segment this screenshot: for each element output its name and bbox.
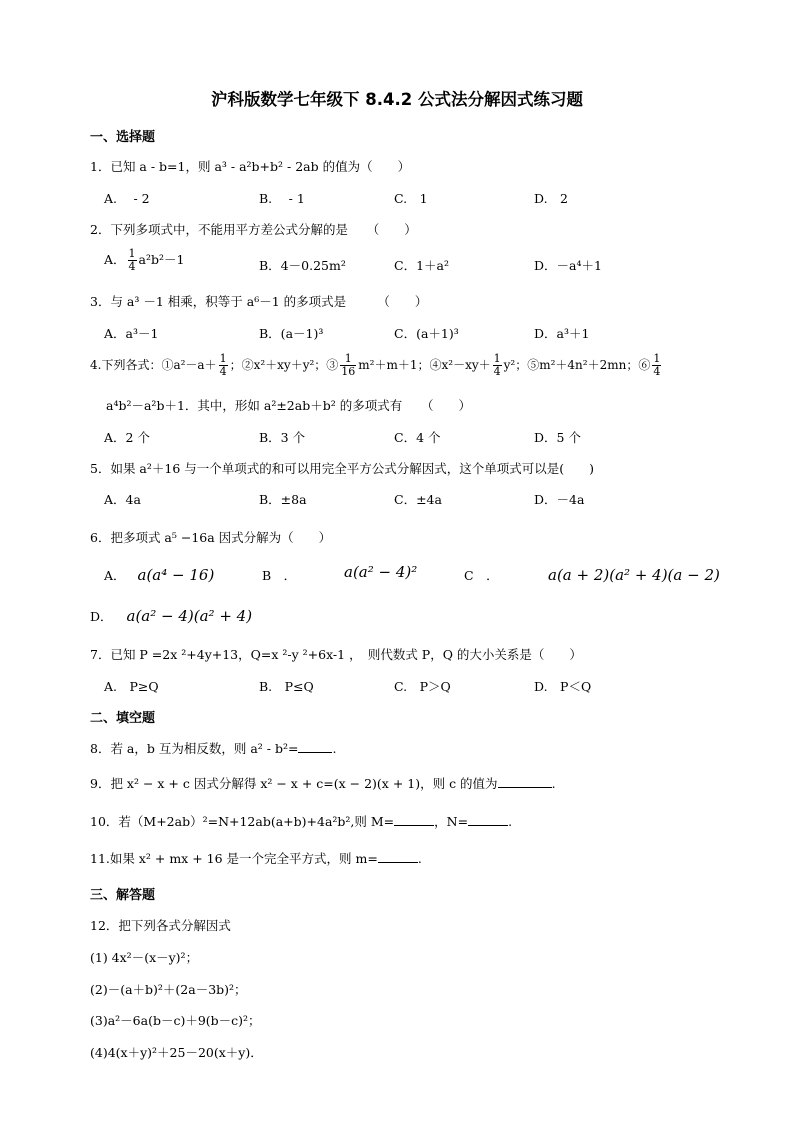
- question-12-item: (2)－(a＋b)²＋(2a－3b)²；: [90, 982, 247, 997]
- option-b: B．3 个: [259, 430, 306, 445]
- option-c: C. 1: [394, 191, 428, 206]
- option-c: C．4 个: [394, 430, 441, 445]
- q4-text-4: y²；⑤m²＋4n²＋2mn；⑥: [503, 358, 651, 372]
- question-10: [90, 812, 512, 830]
- fraction-denominator: 4: [128, 260, 136, 273]
- option-c: C. P＞Q: [394, 679, 451, 694]
- question-6-option-c-expr: [548, 566, 720, 584]
- option-a-label: A．: [104, 252, 126, 267]
- option-d: D．a³＋1: [534, 326, 590, 341]
- question-10-text: 10．若（M+2ab）²=N+12ab(a+b)+4a²b²,则 M=: [90, 814, 395, 829]
- question-6-option-d: [90, 607, 252, 625]
- option-d-label: D．: [90, 609, 113, 624]
- question-2-options: [104, 248, 704, 278]
- option-c: C．±4a: [394, 492, 442, 507]
- question-10-end: .: [508, 814, 513, 829]
- option-a: A．2 个: [104, 430, 150, 445]
- fraction-denominator: 4: [219, 365, 227, 378]
- question-2-stem: 2．下列多项式中，不能用平方差公式分解的是 （ ）: [90, 222, 417, 237]
- option-b: B．4－0.25m²: [259, 258, 346, 273]
- q4-text-1: 4.下列各式：①a²－a＋: [90, 358, 217, 372]
- page-title: 沪科版数学七年级下 8.4.2 公式法分解因式练习题: [211, 90, 583, 109]
- question-6-options-row-1: [104, 566, 214, 584]
- section-heading-choice: 一、选择题: [90, 130, 156, 145]
- question-4-stem-line-2: a⁴b²－a²b＋1．其中，形如 a²±2ab＋b² 的多项式有 （ ）: [106, 398, 471, 413]
- option-a-label: A．: [104, 568, 126, 583]
- fraction-numerator: 1: [493, 352, 501, 365]
- question-11-text: 11.如果 x² + mx + 16 是一个完全平方式，则 m=: [90, 851, 378, 866]
- fraction-numerator: 1: [219, 352, 227, 365]
- option-c-label: C ．: [464, 568, 499, 583]
- option-a: [104, 248, 184, 273]
- question-1-options: [104, 189, 704, 209]
- option-b: B. - 1: [259, 191, 305, 206]
- answer-blank[interactable]: [378, 850, 418, 863]
- question-8-end: .: [332, 741, 337, 756]
- fraction: [340, 353, 356, 378]
- question-1-stem: 1．已知 a - b=1，则 a³ - a²b+b² - 2ab 的值为（ ）: [90, 159, 411, 174]
- option-a: A. - 2: [104, 191, 150, 206]
- question-6-option-b-expr: [344, 563, 417, 581]
- option-a: A. P≥Q: [104, 679, 159, 694]
- question-9: [90, 774, 556, 792]
- option-b-expression: a(a² − 4)²: [344, 563, 418, 581]
- option-b: B．(a－1)³: [259, 326, 324, 341]
- section-heading-solve: 三、解答题: [90, 888, 156, 903]
- fraction-numerator: 1: [653, 352, 661, 365]
- question-8-text: 8．若 a，b 互为相反数，则 a² - b²=: [90, 741, 299, 756]
- answer-blank-n[interactable]: [468, 813, 508, 826]
- q4-text-3: m²＋m＋1；④x²－xy＋: [358, 358, 491, 372]
- answer-blank[interactable]: [498, 775, 552, 788]
- question-10-mid: ，N=: [434, 814, 469, 829]
- fraction-denominator: 16: [341, 365, 356, 378]
- option-a-expression: a(a⁴ − 16): [137, 566, 215, 584]
- fraction: [652, 353, 661, 378]
- question-7-stem: 7．已知 P =2x ²+4y+13，Q=x ²-y ²+6x-1 ， 则代数式 P，Q 的大小关系是（ ）: [90, 647, 582, 662]
- question-3-stem: 3．与 a³ －1 相乘，积等于 a⁶－1 的多项式是 （ ）: [90, 294, 428, 309]
- fraction-numerator: 1: [128, 247, 136, 260]
- question-8: [90, 739, 336, 757]
- question-5-options: [104, 490, 704, 510]
- option-b-label: B ．: [262, 568, 297, 583]
- question-12-item: (3)a²－6a(b－c)＋9(b－c)²；: [90, 1013, 261, 1028]
- option-c: C．(a＋1)³: [394, 326, 459, 341]
- question-12-item: (4)4(x＋y)²＋25－20(x＋y)．: [90, 1045, 263, 1060]
- question-11: [90, 849, 422, 867]
- question-4-options: [104, 428, 704, 448]
- question-12-item: (1) 4x²－(x－y)²；: [90, 950, 199, 965]
- question-6-option-b: [262, 566, 296, 584]
- question-7-options: [104, 677, 704, 697]
- option-c: C．1＋a²: [394, 258, 449, 273]
- option-b: B．±8a: [259, 492, 307, 507]
- option-d: D. P＜Q: [534, 679, 592, 694]
- section-heading-fill: 二、填空题: [90, 711, 156, 726]
- answer-blank[interactable]: [298, 740, 332, 753]
- option-d: D．－4a: [534, 492, 585, 507]
- option-d: D．5 个: [534, 430, 581, 445]
- question-4-stem-line-1: [90, 353, 663, 378]
- option-d-expression: a(a² − 4)(a² + 4): [126, 607, 253, 625]
- question-3-options: [104, 324, 704, 344]
- question-9-text: 9．把 x² − x + c 因式分解得 x² − x + c=(x − 2)(x + 1)，则 c 的值为: [90, 776, 498, 791]
- fraction: [219, 353, 228, 378]
- option-d: D．－a⁴＋1: [534, 258, 602, 273]
- question-12-stem: 12．把下列各式分解因式: [90, 918, 231, 933]
- option-d: D. 2: [534, 191, 569, 206]
- answer-blank-m[interactable]: [394, 813, 434, 826]
- question-6-stem: 6．把多项式 a⁵ −16a 因式分解为（ ）: [90, 530, 332, 545]
- fraction: [493, 353, 502, 378]
- question-9-end: .: [551, 776, 556, 791]
- fraction-denominator: 4: [493, 365, 501, 378]
- fraction-denominator: 4: [653, 365, 661, 378]
- question-6-option-c: [464, 566, 499, 584]
- q4-text-2: ；②x²＋xy＋y²；③: [229, 358, 339, 372]
- option-a: A．4a: [104, 492, 141, 507]
- option-b: B. P≤Q: [259, 679, 314, 694]
- option-a-expression: a²b²－1: [138, 252, 185, 267]
- fraction: [128, 248, 137, 273]
- option-a: A．a³－1: [104, 326, 159, 341]
- option-c-expression: a(a + 2)(a² + 4)(a − 2): [548, 566, 720, 584]
- question-5-stem: 5．如果 a²＋16 与一个单项式的和可以用完全平方公式分解因式，这个单项式可以是( ): [90, 461, 595, 476]
- question-11-end: .: [417, 851, 422, 866]
- fraction-numerator: 1: [340, 353, 356, 366]
